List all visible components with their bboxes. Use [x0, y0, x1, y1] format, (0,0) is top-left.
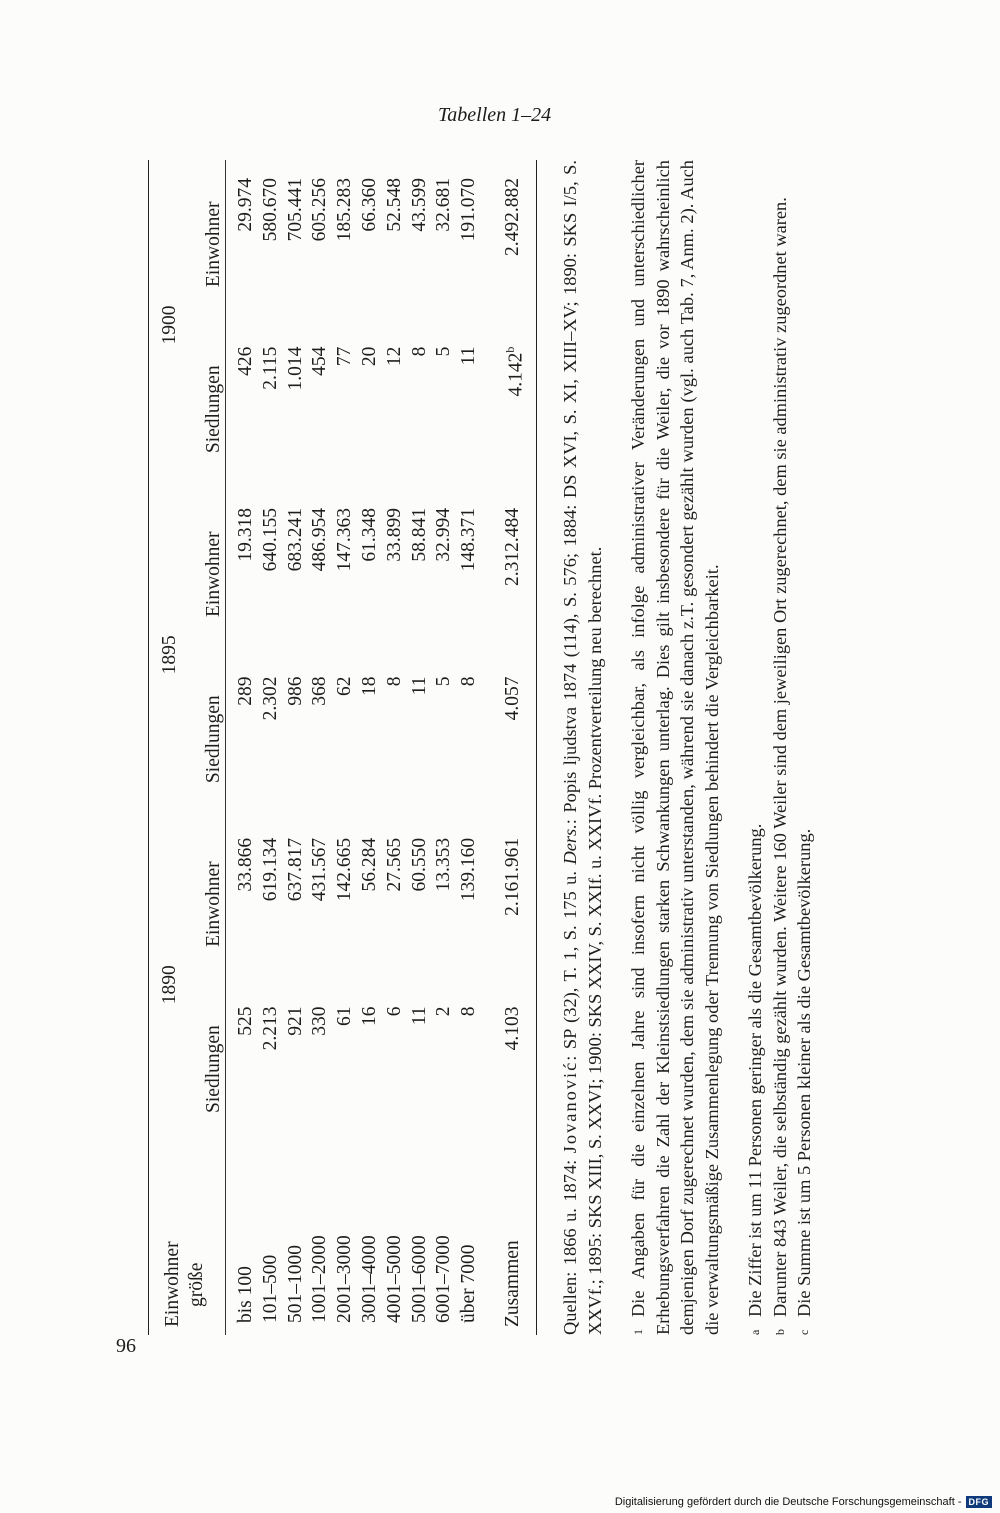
settlement-size-table: [148, 160, 537, 1335]
inhabitants-1890: 637.817: [284, 837, 306, 902]
rotated-page-content: [148, 160, 848, 1335]
inhabitants-1895: 486.954: [309, 507, 331, 572]
size-column-header: [149, 1150, 226, 1335]
settlements-1900: 8: [408, 346, 430, 357]
settlements-1895: 5: [433, 676, 455, 687]
table-row: [234, 160, 259, 1335]
settlements-1900: 5: [433, 346, 455, 357]
inhabitants-1895: 148.371: [458, 507, 480, 572]
inhabitants-1900: 705.441: [284, 178, 306, 242]
settlements-1895: 986: [284, 676, 306, 706]
inhabitants-1890: 139.160: [458, 837, 480, 902]
inhabitants-1900: 191.070: [458, 178, 480, 242]
total-settlements-1890: 4.103: [502, 1006, 524, 1051]
size-cell: 1001–2000: [309, 1235, 331, 1323]
total-settlements-1900-value: 4.142: [505, 352, 527, 397]
settlements-header: Siedlungen: [203, 695, 224, 784]
inhabitants-1890: 13.353: [433, 837, 455, 892]
sources-ders: Ders.: [560, 824, 580, 865]
table-row: [457, 160, 482, 1335]
footnote-b-mark: b: [772, 1329, 787, 1335]
settlements-header: Siedlungen: [203, 1025, 224, 1113]
total-label: Zusammen: [502, 1240, 524, 1327]
table-row: [383, 160, 408, 1335]
inhabitants-1900: 32.681: [433, 178, 455, 232]
size-cell: 501–1000: [284, 1245, 306, 1323]
settlements-1900: 11: [458, 346, 480, 366]
settlements-1900: 12: [383, 346, 405, 367]
total-inhabitants-1895: 2.312.484: [502, 507, 524, 586]
footnote-c-mark: c: [797, 1329, 811, 1335]
inhabitants-1895: 61.348: [358, 507, 380, 562]
table-row: [358, 160, 383, 1335]
settlements-1900: 77: [334, 346, 356, 367]
inhabitants-1890: 33.866: [235, 837, 256, 892]
size-cell: 5001–6000: [408, 1235, 430, 1323]
settlements-1890: 8: [458, 1006, 480, 1017]
inhabitants-1895: 19.318: [235, 507, 256, 562]
inhabitants-1890: 56.284: [358, 837, 380, 892]
settlements-1895: 8: [458, 676, 480, 687]
table-row: [259, 160, 284, 1335]
settlements-1895: 289: [235, 676, 256, 706]
total-inhabitants-1900: 2.492.882: [502, 178, 524, 256]
inhabitants-1895: 32.994: [433, 507, 455, 562]
footnote-marker-b: b: [502, 346, 517, 353]
settlements-1900: 20: [358, 346, 380, 367]
size-header-line2: größe: [186, 1262, 207, 1307]
settlements-1890: 16: [358, 1006, 380, 1026]
settlements-1895: 62: [334, 676, 356, 697]
inhabitants-1900: 52.548: [383, 178, 405, 232]
year-header-1890: 1890: [159, 965, 180, 1005]
footnote-a-mark: a: [748, 1329, 762, 1335]
inhabitants-1900: 66.360: [358, 178, 380, 232]
inhabitants-1895: 640.155: [259, 507, 281, 572]
sources-note: [558, 160, 607, 1335]
inhabitants-1890: 619.134: [259, 837, 281, 902]
settlements-header: Siedlungen: [203, 365, 224, 454]
running-head: Tabellen 1–24: [438, 104, 552, 126]
footnote-c: [792, 160, 817, 1335]
settlements-1900: 2.115: [259, 346, 281, 390]
page-number: 96: [116, 1335, 136, 1357]
settlements-1895: 368: [309, 676, 331, 706]
table-row: [284, 160, 309, 1335]
total-settlements-1895: 4.057: [502, 676, 524, 721]
total-row: [490, 160, 537, 1335]
size-cell: über 7000: [458, 1244, 480, 1323]
year-header-1895: 1895: [159, 635, 180, 675]
sources-text-c: : Popis ljudstva 1874 (114), S. 576; 1884: DS XVI, S. XI, XIII–XV; 1890: SKS I/5, S. XXVf.; 1895: SKS XIII, S. XXVI; 1900: SKS XXIV, S. XXIf. u. XXIVf. Prozentverteilung neu berechnet.: [560, 160, 605, 1335]
digitization-footer: [0, 1490, 1000, 1513]
settlements-1895: 18: [358, 676, 380, 697]
footnote-1-text: Die Angaben für die einzelnen Jahre sind insofern nicht völlig vergleichbar, als infolge administrativer Veränderungen und unterschiedlicher Erhebungsverfahren die Zahl der Kleinstsiedlungen starken Schwankungen unterlag. Dies gilt insbesondere für die Weiler, die vor 1890 wahrscheinlich demjenigen Dorf zugerechnet wurden, dem sie administrativ unterstanden, während sie danach z.T. gesondert gezählt wurden (vgl. auch Tab. 7, Anm. 2). Auch die verwaltungsmäßige Zusammenlegung oder Trennung von Siedlungen behindert die Vergleichbarkeit.: [628, 160, 722, 1335]
footnote-a: [743, 160, 768, 1335]
size-cell: 3001–4000: [358, 1235, 380, 1323]
footnote-1: [626, 160, 724, 1335]
settlements-1890: 2.213: [259, 1006, 281, 1051]
size-cell: 4001–5000: [383, 1235, 405, 1323]
inhabitants-1900: 43.599: [408, 178, 430, 232]
settlements-1895: 2.302: [259, 676, 281, 721]
inhabitants-1900: 185.283: [334, 178, 356, 242]
total-inhabitants-1890: 2.161.961: [502, 837, 524, 916]
year-header-1900: 1900: [159, 305, 180, 345]
settlements-1900: 426: [235, 346, 256, 376]
total-settlements-1900: [490, 329, 537, 490]
inhabitants-1895: 58.841: [408, 507, 430, 562]
footnote-1-mark: 1: [631, 1329, 645, 1335]
settlements-1900: 1.014: [284, 346, 306, 391]
inhabitants-1895: 33.899: [383, 507, 405, 562]
settlements-1890: 61: [334, 1006, 356, 1026]
inhabitants-1895: 147.363: [334, 507, 356, 572]
inhabitants-1890: 431.567: [309, 837, 331, 902]
settlements-1895: 11: [408, 676, 430, 696]
sources-author: Jovanović: [560, 1060, 580, 1154]
inhabitants-header: Einwohner: [203, 531, 224, 618]
inhabitants-header: Einwohner: [203, 201, 224, 288]
footnote-b-text: Darunter 843 Weiler, die selbständig gezählt wurden. Weitere 160 Weiler sind dem jeweiligen Ort zugerechnet, dem sie administrativ zugeordnet waren.: [769, 197, 790, 1317]
settlements-1890: 6: [383, 1006, 405, 1017]
size-cell: 2001–3000: [334, 1235, 356, 1323]
inhabitants-1895: 683.241: [284, 507, 306, 572]
settlements-1890: 921: [284, 1006, 306, 1036]
header-rule: [226, 160, 235, 1335]
settlements-1900: 454: [309, 346, 331, 376]
footnote-b: [768, 160, 793, 1335]
sources-text-b: : SP (32), T. 1, S. 175 u.: [560, 864, 580, 1061]
inhabitants-1900: 580.670: [259, 178, 281, 242]
table-row: [333, 160, 358, 1335]
inhabitants-1890: 142.665: [334, 837, 356, 902]
table-notes: [558, 160, 817, 1335]
inhabitants-1890: 60.550: [408, 837, 430, 892]
table-row: [408, 160, 433, 1335]
footnote-a-text: Die Ziffer ist um 11 Personen geringer als die Gesamtbevölkerung.: [745, 823, 765, 1317]
size-cell: 6001–7000: [433, 1235, 455, 1323]
inhabitants-header: Einwohner: [203, 861, 224, 947]
footer-text: Digitalisierung gefördert durch die Deutsche Forschungsgemeinschaft -: [614, 1495, 962, 1508]
size-cell: 101–500: [259, 1254, 281, 1323]
settlements-1890: 525: [235, 1006, 256, 1036]
settlements-1890: 330: [309, 1006, 331, 1036]
dfg-logo: DFG: [966, 1496, 993, 1508]
table-row: [308, 160, 333, 1335]
inhabitants-1900: 29.974: [235, 178, 256, 232]
table-body: [234, 160, 482, 1335]
settlements-1890: 11: [408, 1006, 430, 1026]
inhabitants-1890: 27.565: [383, 837, 405, 892]
inhabitants-1900: 605.256: [309, 178, 331, 242]
table-row: [432, 160, 457, 1335]
settlements-1890: 2: [433, 1006, 455, 1017]
size-cell: bis 100: [235, 1266, 256, 1323]
sources-text-a: Quellen: 1866 u. 1874:: [560, 1153, 580, 1335]
settlements-1895: 8: [383, 676, 405, 687]
footnote-c-text: Die Summe ist um 5 Personen kleiner als die Gesamtbevölkerung.: [794, 828, 814, 1317]
size-header-line1: Einwohner: [162, 1241, 183, 1327]
